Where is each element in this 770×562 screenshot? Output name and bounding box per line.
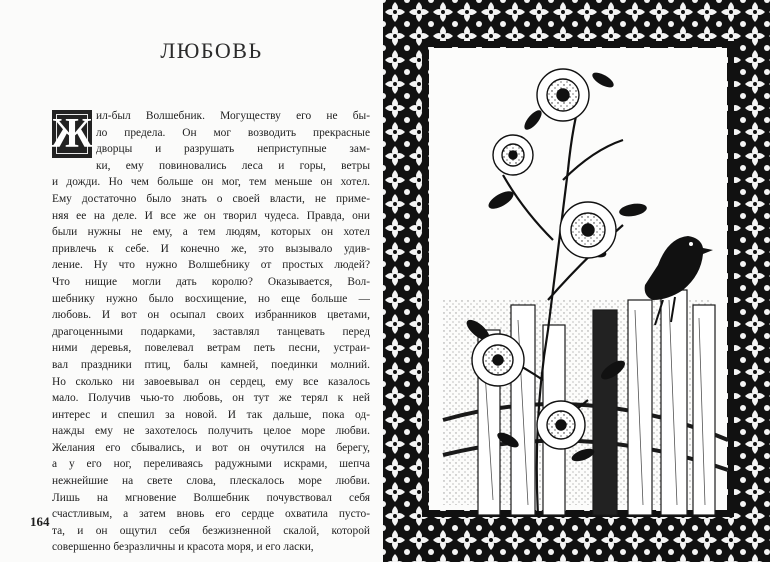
left-page [0, 0, 383, 562]
text-line: любовь. И вот он осыпал своих избранников цветами, [52, 309, 370, 322]
text-line: шебнику нужно было восхищение, но еще больше — [52, 292, 370, 305]
page-number: 164 [30, 514, 50, 529]
text-line: счастливым, а затем вновь его сердце охватила пусто- [52, 508, 370, 521]
text-line: а у его ног, переливаясь радужными искрами, шепча [52, 458, 370, 471]
text-line: Но сколько ни завоевывал он сердец, ему все казалось [52, 375, 370, 388]
text-line: ление. Ну что нужно Волшебнику от простых людей? [52, 259, 370, 272]
text-line: вал праздники птиц, балы камней, поединки молний. [52, 358, 370, 371]
chapter-title: ЛЮБОВЬ [160, 38, 263, 63]
text-line: драгоценными подарками, заставлял танцевать перед [52, 325, 370, 338]
text-line: совершенно безразличны и красота моря, и его ласки, [52, 541, 314, 554]
text-line: привлечь к себе. И конечно же, это вызывало удив- [52, 242, 370, 255]
text-line: интерес и спешил за новой. И так дальше, пока од- [52, 408, 370, 421]
text-line: Желания его сбывались, и вот он очутился на берегу, [52, 441, 370, 454]
right-page [383, 0, 770, 562]
illustration-plate [383, 0, 770, 562]
text-line: ло предела. Он мог возводить прекрасные [96, 126, 370, 139]
text-line: Ему достаточно было знать о своей власти, не приме- [52, 192, 370, 205]
text-line: ки, ему повиновались леса и горы, ветры [96, 159, 370, 172]
text-line: ними деревья, повелевал ветрам петь песни, устраи- [52, 342, 370, 355]
text-line: нажды ему не захотелось получить целое море любви. [52, 425, 370, 438]
text-line: мало. Получив чью-то любовь, он тут же терял к ней [52, 392, 370, 405]
text-line: дворцы и разрушать неприступные зам- [96, 143, 370, 156]
body-text [52, 108, 370, 556]
text-line: нежнейшие на свете слова, плескалось море любви. [52, 475, 370, 488]
text-line: Лишь на мгновение Волшебник почувствовал себя [52, 491, 370, 504]
text-line: и дожди. Но чем больше он мог, тем меньше он хотел. [52, 176, 370, 189]
drop-cap-letter: Ж [51, 111, 93, 157]
text-line: ил-был Волшебник. Могуществу его не бы- [96, 110, 370, 122]
text-line: та, и он ощутил себя безжизненной скалой, которой [52, 524, 370, 537]
text-line: Что нищие могли дать королю? Оказывается, Вол- [52, 275, 370, 288]
text-line: были нужны не ему, а тем людям, которых он хотел [52, 226, 370, 239]
text-line: няя ее на деле. И все же он творил чудеса. Правда, они [52, 209, 370, 222]
